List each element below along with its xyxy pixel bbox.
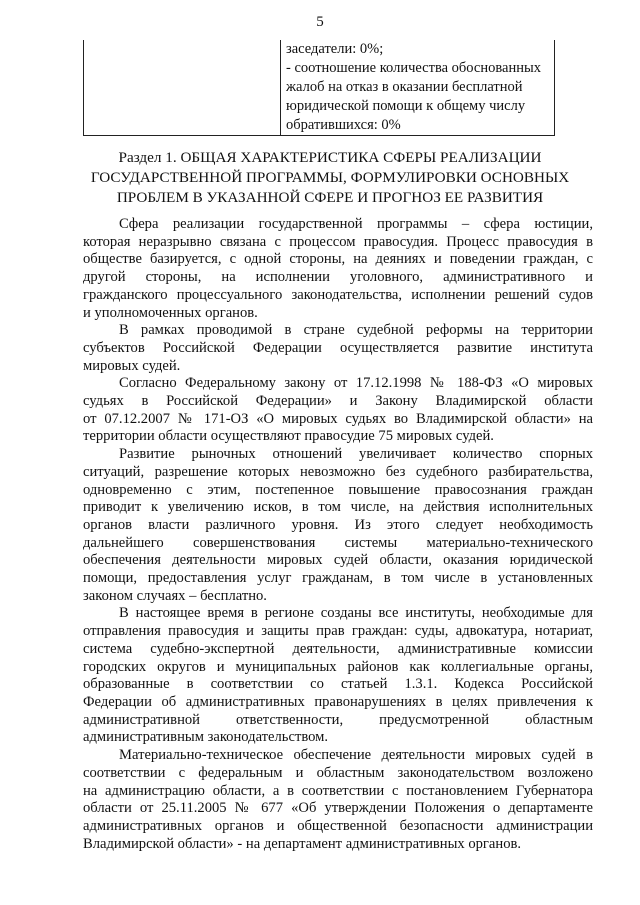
- paragraph-line: помощи, предоставления услуг гражданам, в том числе в установленных: [83, 570, 593, 587]
- paragraph-line: административных органов и общественной безопасности администрации: [83, 817, 593, 834]
- section-heading: [60, 148, 600, 208]
- paragraph-line: территории области осуществляют правосудие 75 мировых судей.: [83, 428, 494, 445]
- paragraph-line: другой стороны, на исполнении уголовного, административного и: [83, 269, 593, 286]
- paragraph-line: органов власти различного уровня. Из этого следует необходимость: [83, 516, 593, 533]
- paragraph-line: мировых судей.: [83, 357, 181, 374]
- paragraph-line: области от 25.11.2005 № 677 «Об утверждении Положения о департаменте: [83, 800, 593, 817]
- paragraph-line: одновременно с этим, постепенное повышение правосознания граждан: [83, 481, 593, 498]
- paragraph-line: Развитие рыночных отношений увеличивает количество спорных: [119, 446, 593, 463]
- paragraph-line: Согласно Федеральному закону от 17.12.1998 № 188-ФЗ «О мировых: [119, 375, 593, 392]
- paragraph: [83, 747, 593, 853]
- heading-line: Раздел 1. ОБЩАЯ ХАРАКТЕРИСТИКА СФЕРЫ РЕАЛИЗАЦИИ: [118, 149, 542, 166]
- paragraph: [83, 605, 593, 747]
- paragraph-line: В рамках проводимой в стране судебной реформы на территории: [119, 322, 593, 339]
- table-line: жалоб на отказ в оказании бесплатной: [286, 79, 523, 95]
- paragraph-line: система судебно-экспертной деятельности, административные комиссии: [83, 640, 593, 657]
- paragraph: [83, 216, 593, 322]
- page-number: 5: [316, 14, 324, 30]
- paragraph: [83, 446, 593, 605]
- heading-line: ПРОБЛЕМ В УКАЗАННОЙ СФЕРЕ И ПРОГНОЗ ЕЕ РАЗВИТИЯ: [116, 189, 544, 206]
- paragraph-line: Сфера реализации государственной программы – сфера юстиции,: [119, 216, 593, 232]
- table-line: юридической помощи к общему числу: [286, 98, 526, 114]
- paragraph-line: гражданского процессуального законодательства, исполнении решений судов: [83, 286, 593, 303]
- paragraph-line: Федерации об административных правонарушениях в целях привлечения к: [83, 693, 593, 710]
- paragraph-line: обеспечения деятельности мировых судей области, оказания юридической: [83, 552, 593, 569]
- table-line: заседатели: 0%;: [286, 41, 384, 57]
- paragraph-line: субъектов Российской Федерации осуществляется развитие института: [83, 339, 593, 356]
- paragraph-line: дальнейшего совершенствования системы материально-технического: [83, 534, 593, 551]
- paragraph-line: от 07.12.2007 № 171-ОЗ «О мировых судьях во Владимирской области» на: [83, 410, 593, 427]
- paragraph-line: административной ответственности, предусмотренной областным: [83, 711, 593, 728]
- table-cell-indicators: [286, 40, 550, 135]
- paragraph-line: административным законодательством.: [83, 729, 329, 746]
- paragraph-line: обществе базируется, с одной стороны, на деяниях и поведении граждан, с: [83, 251, 593, 268]
- paragraph-line: Владимирской области» - на департамент административных органов.: [83, 835, 522, 852]
- paragraph-line: которая неразрывно связана с процессом правосудия. Процесс правосудия в: [83, 233, 593, 250]
- paragraph-line: на администрацию области, а в соответствии с постановлением Губернатора: [83, 782, 593, 799]
- paragraph-line: Материально-техническое обеспечение деятельности мировых судей в: [119, 747, 593, 764]
- paragraph-line: отправления правосудия и защиты прав граждан: суды, адвокатура, нотариат,: [83, 623, 593, 640]
- paragraph-line: приводит к увеличению исков, в том числе, на действия исполнительных: [83, 499, 593, 516]
- paragraph-line: судьях в Российской Федерации» и Закону Владимирской области: [83, 393, 593, 410]
- table-line: обратившихся: 0%: [286, 117, 401, 133]
- paragraph-line: образованные в соответствии со статьей 1.3.1. Кодекса Российской: [83, 676, 593, 693]
- paragraph: [83, 375, 593, 446]
- paragraph: [83, 322, 593, 375]
- paragraph-line: соответствии с федеральным и областным законодательством возложено: [83, 764, 593, 781]
- table-line: - соотношение количества обоснованных: [286, 60, 541, 76]
- paragraph-line: законом случаях – бесплатно.: [83, 587, 267, 604]
- body-text: [83, 216, 593, 853]
- paragraph-line: и уполномоченных органов.: [83, 304, 258, 321]
- heading-line: ГОСУДАРСТВЕННОЙ ПРОГРАММЫ, ФОРМУЛИРОВКИ ОСНОВНЫХ: [90, 169, 570, 186]
- paragraph-line: ситуаций, разрешение которых невозможно без судебного разбирательства,: [83, 463, 593, 480]
- continued-table: [83, 40, 555, 136]
- table-column-divider: [280, 40, 281, 135]
- paragraph-line: городских округов и муниципальных районов как коллегиальные органы,: [83, 658, 593, 675]
- paragraph-line: В настоящее время в регионе созданы все институты, необходимые для: [119, 605, 593, 622]
